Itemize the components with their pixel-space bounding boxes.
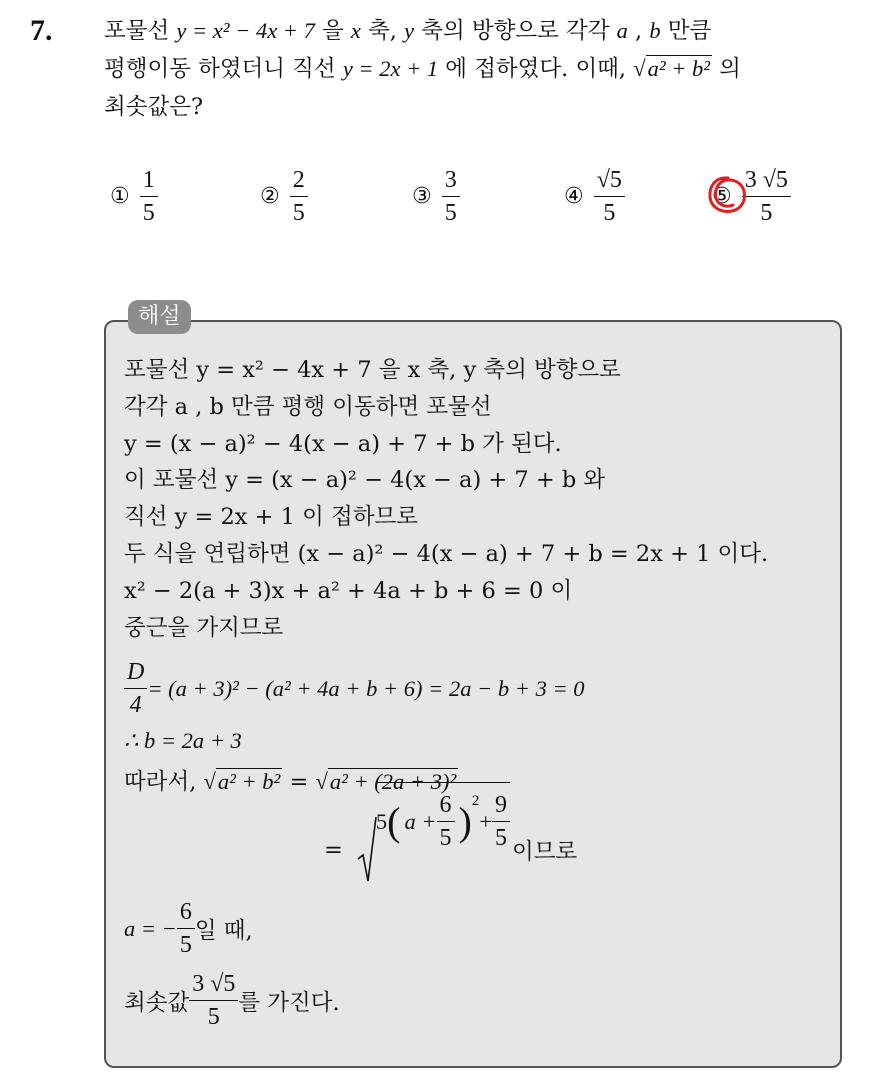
- solution-line: 두 식을 연립하면 (x − a)² − 4(x − a) + 7 + b = 2x + 1 이다.: [124, 540, 769, 567]
- choice-mark: ①: [110, 184, 130, 209]
- choice-mark: ⑤: [712, 184, 732, 209]
- solution-line: y = (x − a)² − 4(x − a) + 7 + b 가 된다.: [124, 430, 562, 457]
- choice-mark: ④: [564, 184, 584, 209]
- choice-mark: ②: [260, 184, 280, 209]
- frac-9-5: $\frac{9}{5}$: [492, 793, 510, 850]
- minimum-line: 최솟값 $\frac{3 √5}{5}$ 를 가진다.: [124, 971, 340, 1030]
- q-text-9: 의: [712, 56, 741, 82]
- radical-sign-icon: [357, 815, 377, 885]
- q-text-4: 축의 방향으로 각각: [414, 18, 617, 44]
- min-fraction: $\frac{3 √5}{5}$: [189, 972, 238, 1029]
- answer-circle-icon: [706, 174, 748, 216]
- q-text-5: ,: [627, 18, 650, 44]
- q-text-6: 만큼: [660, 18, 712, 44]
- q-text-7: 평행이동 하였더니 직선: [104, 56, 343, 82]
- choice-1[interactable]: [110, 168, 158, 225]
- choice-fraction: $\frac{3}{5}$: [442, 168, 460, 225]
- q-text-8: 에 접하였다. 이때,: [438, 56, 634, 82]
- choice-mark: ③: [412, 184, 432, 209]
- solution-line: 포물선 y = x² − 4x + 7 을 x 축, y 축의 방향으로: [124, 357, 621, 383]
- eq-sign-2: =: [324, 837, 343, 863]
- choice-2[interactable]: [260, 168, 308, 225]
- so-label: 따라서,: [124, 769, 204, 795]
- q-text-2: 을: [314, 18, 351, 44]
- discriminant-rest: = (a + 3)² − (a² + 4a + b + 6) = 2a − b + 3 = 0: [147, 675, 585, 701]
- choice-fraction: $\frac{√5}{5}$: [594, 168, 625, 225]
- choice-4[interactable]: [564, 168, 625, 225]
- question-number: 7.: [30, 14, 53, 47]
- choice-fraction: $\frac{3 √5}{5}$: [742, 168, 791, 225]
- q-var-x: x: [350, 18, 361, 43]
- solution-line: 직선 y = 2x + 1 이 접하므로: [124, 504, 418, 531]
- discriminant-fraction: $\frac{D}{4}$: [124, 660, 147, 717]
- sqrt-2: √a² + (2a + 3)²: [315, 769, 457, 794]
- frac-neg-6-5: $\frac{6}{5}$: [177, 900, 195, 957]
- solution-line: 중근을 가지므로: [124, 614, 284, 641]
- q-var-b: b: [649, 18, 661, 43]
- q-text-3: 축,: [360, 18, 405, 44]
- radicand: 5 ( a + $\frac{6}{5}$ ) 2 + $\frac{9}{5}$: [376, 782, 510, 853]
- answer-choices: [0, 168, 884, 238]
- solution-tag: 해설: [128, 300, 191, 334]
- q-text-1: 포물선: [104, 18, 177, 44]
- frac-6-5: $\frac{6}{5}$: [437, 793, 455, 850]
- question-text: [104, 12, 866, 126]
- sqrt-1: √a² + b²: [203, 769, 281, 794]
- choice-fraction: $\frac{2}{5}$: [290, 168, 308, 225]
- solution-line: x² − 2(a + 3)x + a² + 4a + b + 6 = 0 이: [124, 577, 573, 604]
- q-var-y: y: [404, 18, 415, 43]
- solution-body: [124, 352, 824, 646]
- therefore-line: ∴ b = 2a + 3: [124, 728, 242, 753]
- a-value-line: a = − $\frac{6}{5}$ 일 때,: [124, 899, 253, 958]
- choice-fraction: $\frac{1}{5}$: [140, 168, 158, 225]
- choice-3[interactable]: [412, 168, 460, 225]
- solution-line: 이 포물선 y = (x − a)² − 4(x − a) + 7 + b 와: [124, 467, 606, 494]
- discriminant-line: [124, 660, 585, 717]
- then-label: 이므로: [512, 839, 578, 865]
- q-text-10: 최솟값은?: [104, 94, 204, 120]
- q-eq-2: y = 2x + 1: [342, 56, 439, 81]
- q-var-a: a: [616, 18, 628, 43]
- solution-line: 각각 a , b 만큼 평행 이동하면 포물선: [124, 393, 492, 420]
- q-eq-1: y = x² − 4x + 7: [176, 18, 315, 43]
- q-sqrt-expr: √a² + b²: [633, 56, 711, 81]
- eq-sign-1: =: [282, 769, 316, 795]
- completed-square-line: [324, 792, 578, 888]
